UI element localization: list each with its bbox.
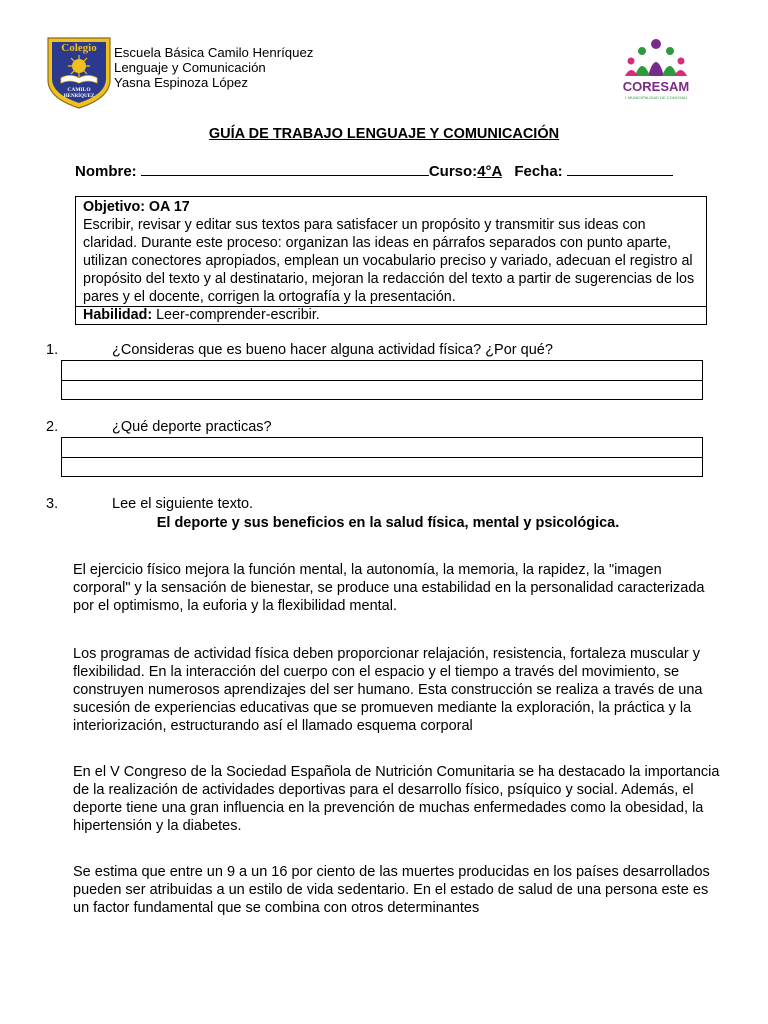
objective-title: Objetivo: OA 17: [83, 199, 190, 215]
question-1-text: ¿Consideras que es bueno hacer alguna actividad física? ¿Por qué?: [112, 342, 553, 358]
question-3-text: Lee el siguiente texto.: [112, 496, 254, 512]
coresam-subtext: I. MUNICIPALIDAD DE CONCHALÍ: [624, 95, 688, 100]
coresam-logo: [612, 36, 700, 102]
answer-line[interactable]: [62, 361, 702, 380]
name-field[interactable]: [141, 161, 429, 176]
fecha-label: Fecha:: [514, 163, 563, 180]
skill-row: [76, 306, 706, 324]
reading-paragraph-4: Se estima que entre un 9 a un 16 por ciento de las muertes producidas en los países desarrollados pueden ser atribuidas a un estilo de vida sedentario. En el estado de salud de una persona este es un factor fundamental que se combina con otros determinantes: [73, 864, 710, 916]
crest-text-bottom-2: HENRÍQUEZ: [63, 94, 95, 99]
teacher-name: Yasna Espinoza López: [114, 75, 248, 90]
student-info-line: [75, 161, 673, 180]
question-1-number: 1.: [46, 342, 59, 358]
fecha-field[interactable]: [567, 161, 673, 176]
school-crest-logo: [46, 36, 112, 110]
reading-paragraph-2: Los programas de actividad física deben proporcionar relajación, resistencia, fortaleza muscular y flexibilidad. En la interacción del cuerpo con el espacio y el tiempo a través del movimiento, se construyen numerosos aprendizajes del ser humano. Esta construcción se realiza a través de una sucesión de experiencias educativas que se promueven mediante la exploración, la práctica y la interiorización, estructurando así el llamado esquema corporal: [73, 646, 703, 734]
curso-value: 4°A: [477, 163, 502, 180]
answer-line[interactable]: [62, 457, 702, 476]
objective-text: Escribir, revisar y editar sus textos para satisfacer un propósito y transmitir sus ideas con claridad. Durante este proceso: organizan las ideas en párrafos separados con punto aparte, utilizan conectores apropiados, emplean un vocabulario preciso y variado, adecuan el registro al propósito del texto y al destinatario, mejoran la redacción del texto a partir de sugerencias de los pares y el docente, corrigen la ortografía y la presentación.: [83, 217, 695, 305]
reading-paragraph-1: El ejercicio físico mejora la función mental, la autonomía, la memoria, la rapidez, la "imagen corporal" y la sensación de bienestar, se produce una estabilidad en la personalidad caracterizada por el optimismo, la euforia y la flexibilidad mental.: [73, 562, 705, 614]
answer-line[interactable]: [62, 438, 702, 457]
skill-label: Habilidad:: [83, 307, 153, 323]
subject-name: Lenguaje y Comunicación: [114, 60, 266, 75]
question-2-number: 2.: [46, 419, 59, 435]
answer-line[interactable]: [62, 380, 702, 399]
coresam-text: CORESAM: [622, 79, 690, 94]
school-name: Escuela Básica Camilo Henríquez: [114, 45, 314, 60]
skill-value: Leer-comprender-escribir.: [156, 307, 320, 323]
reading-paragraph-3: En el V Congreso de la Sociedad Española de Nutrición Comunitaria se ha destacado la importancia de la realización de actividades deportivas para el desarrollo físico, psíquico y social. Además, el deporte tiene una gran influencia en la prevención de muchas enfermedades como la obesidad, la hipertensión y la diabetes.: [73, 764, 720, 834]
question-3-number: 3.: [46, 496, 59, 512]
question-2-answer-box: [61, 437, 703, 477]
crest-text-top: Colegio: [61, 42, 97, 54]
crest-text-bottom-1: CAMILO: [67, 87, 91, 93]
question-2-text: ¿Qué deporte practicas?: [112, 419, 272, 435]
name-label: Nombre:: [75, 163, 137, 180]
worksheet-title: GUÍA DE TRABAJO LENGUAJE Y COMUNICACIÓN: [208, 126, 560, 142]
question-1-answer-box: [61, 360, 703, 400]
curso-label: Curso:: [428, 163, 478, 180]
school-info: [114, 45, 313, 90]
objective-box: [75, 196, 707, 325]
reading-title: El deporte y sus beneficios en la salud física, mental y psicológica.: [156, 515, 620, 531]
